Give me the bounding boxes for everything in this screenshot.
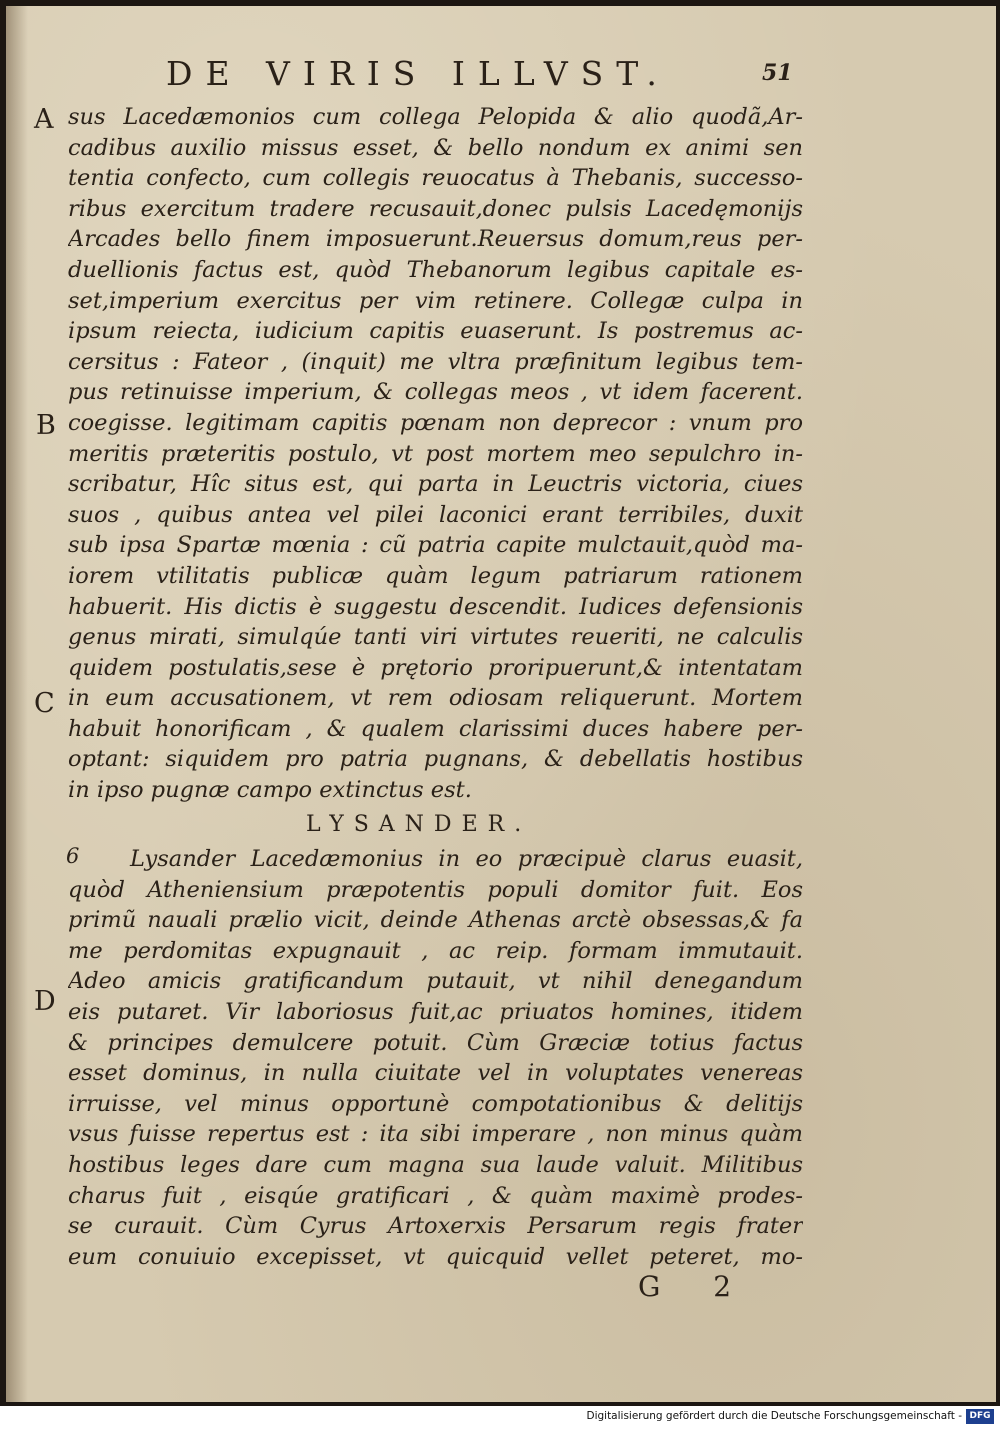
text-line: set,imperium exercitus per vim retinere. Collegæ culpa in [68,287,803,314]
margin-letter-c: C [34,688,55,719]
text-line: me perdomitas expugnauit , ac reip. formam immutauit. [68,937,803,964]
text-line: pus retinuisse imperium, & collegas meos , vt idem facerent. [68,379,803,406]
text-line: quidem postulatis,sese è prętorio proripuerunt,& intentatam [68,654,803,681]
text-line: scribatur, Hîc situs est, qui parta in Leuctris victoria, ciues [68,471,803,498]
text-line: in ipso pugnæ campo extinctus est. [68,777,472,804]
text-line: iorem vtilitatis publicæ quàm legum patriarum rationem [68,562,803,589]
text-line: in eum accusationem, vt rem odiosam reliquerunt. Mortem [68,685,803,712]
dfg-logo[interactable]: DFG [966,1409,994,1424]
text-line: charus fuit , eisqúe gratificari , & quàm maximè prodes- [68,1182,803,1209]
margin-letter-b: B [36,410,56,441]
text-line: optant: siquidem pro patria pugnans, & debellatis hostibus [68,746,803,773]
text-line: hostibus leges dare cum magna sua laude valuit. Militibus [68,1151,803,1178]
text-line: habuit honorificam , & qualem clarissimi duces habere per- [68,715,803,742]
book-page [6,6,996,1402]
text-line: irruisse, vel minus opportunè compotationibus & delitijs [68,1090,803,1117]
page-number: 51 [762,60,793,86]
text-line: vsus fuisse repertus est : ita sibi imperare , non minus quàm [68,1121,803,1148]
text-line: cersitus : Fateor , (inquit) me vltra præfinitum legibus tem- [68,348,803,375]
text-line: ipsum reiecta, iudicium capitis euaserunt. Is postremus ac- [68,318,803,345]
text-line: Adeo amicis gratificandum putauit, vt nihil denegandum [68,968,803,995]
signature-mark: G 2 [638,1270,754,1303]
section-number: 6 [66,844,80,868]
text-line: esset dominus, in nulla ciuitate vel in voluptates venereas [68,1060,803,1087]
footer-bar [0,1406,1000,1429]
text-line: suos , quibus antea vel pilei laconici erant terribiles, duxit [68,501,803,528]
text-line: Arcades bello finem imposuerunt.Reuersus domum,reus per- [68,226,803,253]
text-line: sub ipsa Spartæ mœnia : cũ patria capite mulctauit,quòd ma- [68,532,803,559]
text-line: ribus exercitum tradere recusauit,donec pulsis Lacedęmonijs [68,195,803,222]
margin-letter-d: D [34,986,56,1017]
text-line: eum conuiuio excepisset, vt quicquid vellet peteret, mo- [68,1243,803,1270]
text-line: & principes demulcere potuit. Cùm Græciæ totius factus [68,1029,803,1056]
text-line: quòd Atheniensium præpotentis populi domitor fuit. Eos [68,876,803,903]
text-line: eis putaret. Vir laboriosus fuit,ac priuatos homines, itidem [68,998,803,1025]
text-line: primũ nauali prælio vicit, deinde Athenas arctè obsessas,& fa [68,907,803,934]
text-line: genus mirati, simulqúe tanti viri virtutes reueriti, ne calculis [68,624,803,651]
text-line: se curauit. Cùm Cyrus Artoxerxis Persarum regis frater [68,1213,803,1240]
margin-letter-a: A [34,104,54,135]
text-line: cadibus auxilio missus esset, & bello nondum ex animi sen [68,134,803,161]
paragraph-lysander [68,844,803,1272]
funding-credit: Digitalisierung gefördert durch die Deutsche Forschungsgemeinschaft - [586,1410,962,1422]
text-line: duellionis factus est, quòd Thebanorum legibus capitale es- [68,256,803,283]
text-line: Lysander Lacedæmonius in eo præcipuè clarus euasit, [130,846,803,872]
text-line: sus Lacedæmonios cum collega Pelopida & alio quodã,Ar- [68,104,803,130]
text-line: meritis præteritis postulo, vt post mortem meo sepulchro in- [68,440,803,467]
text-line: tentia confecto, cum collegis reuocatus à Thebanis, successo- [68,165,803,192]
section-heading: LYSANDER. [306,812,532,837]
paragraph-epaminondas [68,102,803,806]
text-line: coegisse. legitimam capitis pœnam non deprecor : vnum pro [68,409,803,436]
running-head: DE VIRIS ILLVST. [166,54,670,93]
text-line: habuerit. His dictis è suggestu descendit. Iudices defensionis [68,593,803,620]
